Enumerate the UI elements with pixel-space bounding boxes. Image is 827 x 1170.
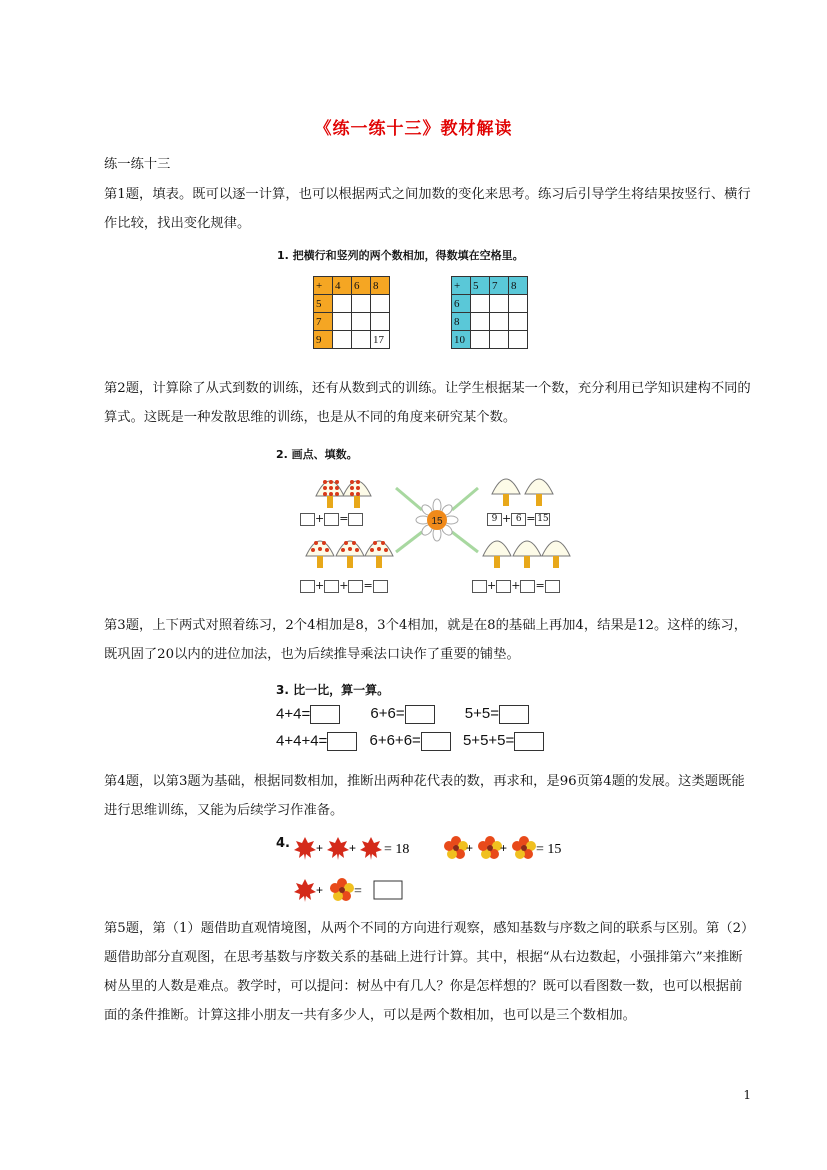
fig2-heading: 2. 画点、填数。 [276,448,358,461]
table-cell [333,331,352,349]
mushroom-icon [343,480,371,508]
paragraph-2 [104,374,754,432]
plus-sign: + [349,841,357,855]
table-row [314,295,390,313]
mushroom-icon [513,541,541,568]
table-cell: 10 [452,331,471,349]
table-row [314,313,390,331]
fig2-eq-top-left: + = [300,512,363,526]
flower-icon [416,499,458,541]
mushroom-icon [365,541,393,568]
table-cell: 8 [371,277,390,295]
table-cell [371,295,390,313]
fig4-number: 4. [276,836,290,851]
mushroom-icon [492,479,520,506]
paragraph-2-text: 第2题，计算除了从式到数的训练，还有从数到式的训练。让学生根据某一个数，充分利用已学知识建构不同的算式。这既是一种发散思维的训练，也是从不同的角度来研究某个数。 [104,381,751,425]
table-cell: 7 [314,313,333,331]
plus-sign: + [500,841,508,855]
mushroom-icon [336,541,364,568]
fig1-heading: 1. 把横行和竖列的两个数相加，得数填在空格里。 [277,249,524,262]
leaf-icon [294,879,316,902]
table-row [314,331,390,349]
fig1-left-table [313,276,390,349]
flower-icon [330,878,354,901]
table-cell [490,331,509,349]
table-cell [471,313,490,331]
table-cell: 5 [314,295,333,313]
table-cell [333,295,352,313]
fig4-illustration [290,832,590,904]
paragraph-5-text: 第5题，第（1）题借助直观情境图，从两个不同的方向进行观察，感知基数与序数之间的联系与区别。第（2）题借助部分直观图，在思考基数与序数关系的基础上进行计算。其中，根据“从右边数起，小强排第六”来推断树丛里的人数是难点。教学时，可以提问：树丛中有几人？你是怎样想的？既可以看图数一数，也可以根据前面的条件推断。计算这排小朋友一共有多少人，可以是两个数相加，也可以是三个数相加。 [104,921,748,1023]
flower-icon [478,836,502,859]
table-cell [471,295,490,313]
document-title: 《练一练十三》教材解读 [314,119,513,139]
table-cell [471,331,490,349]
table-cell: 4 [333,277,352,295]
table-row [452,313,528,331]
fig2-eq-bottom-right: + + = [472,579,560,593]
flower-icon [512,836,536,859]
mushroom-icon [525,479,553,506]
table-cell: 9 [314,331,333,349]
fig2-eq-top-right: 9 + 6 = 15 [487,512,550,526]
flower-icon [444,836,468,859]
eq2-result: = 15 [536,842,562,857]
table-cell: 6 [352,277,371,295]
center-number: 15 [431,516,443,527]
eq1-result: = 18 [384,842,410,857]
mushroom-icon [306,541,334,568]
table-cell: + [452,277,471,295]
table-cell: + [314,277,333,295]
fig3-row-1: 4+4= 6+6= 5+5= [276,705,529,724]
table-cell [352,331,371,349]
table-cell [352,313,371,331]
paragraph-1-text: 第1题，填表。既可以逐一计算，也可以根据两式之间加数的变化来思考。练习后引导学生将结果按竖行、横行作比较，找出变化规律。 [104,187,751,231]
plus-sign: + [466,841,474,855]
table-cell [509,313,528,331]
table-cell [490,295,509,313]
paragraph-3-text: 第3题，上下两式对照着练习，2个4相加是8，3个4相加，就是在8的基础上再加4，结果是12。这样的练习，既巩固了20以内的进位加法，也为后续推导乘法口诀作了重要的铺垫。 [104,618,748,662]
table-row [452,295,528,313]
table-cell: 7 [490,277,509,295]
table-cell [352,295,371,313]
table-cell [333,313,352,331]
mushroom-icon [542,541,570,568]
table-cell: 6 [452,295,471,313]
leaf-icon [294,837,316,860]
table-cell: 8 [509,277,528,295]
fig1-right-table [451,276,528,349]
table-row [452,277,528,295]
table-cell: 8 [452,313,471,331]
table-cell: 5 [471,277,490,295]
page-number: 1 [743,1088,751,1102]
paragraph-4-text: 第4题，以第3题为基础，根据同数相加，推断出两种花代表的数，再求和，是96页第4题的发展。这类题既能进行思维训练，又能为后续学习作准备。 [104,774,745,818]
plus-sign: + [316,883,324,897]
table-cell [509,295,528,313]
table-row [452,331,528,349]
mushroom-icon [483,541,511,568]
table-cell [371,313,390,331]
plus-sign: + [316,841,324,855]
fig2-eq-bottom-left: + + = [300,579,388,593]
fig3-row-2: 4+4+4= 6+6+6= 5+5+5= [276,732,544,751]
table-cell [509,331,528,349]
leaf-icon [360,837,382,860]
paragraph-5 [104,914,754,1030]
paragraph-4 [104,767,754,825]
table-row [314,277,390,295]
section-heading: 练一练十三 [104,157,171,172]
mushroom-icon [316,480,344,508]
answer-box [374,881,402,899]
equals-sign: = [354,884,362,899]
leaf-icon [327,837,349,860]
table-cell: 17 [371,331,390,349]
paragraph-1 [104,180,754,238]
fig3-heading: 3. 比一比，算一算。 [276,683,390,697]
table-cell [490,313,509,331]
paragraph-3 [104,611,754,669]
